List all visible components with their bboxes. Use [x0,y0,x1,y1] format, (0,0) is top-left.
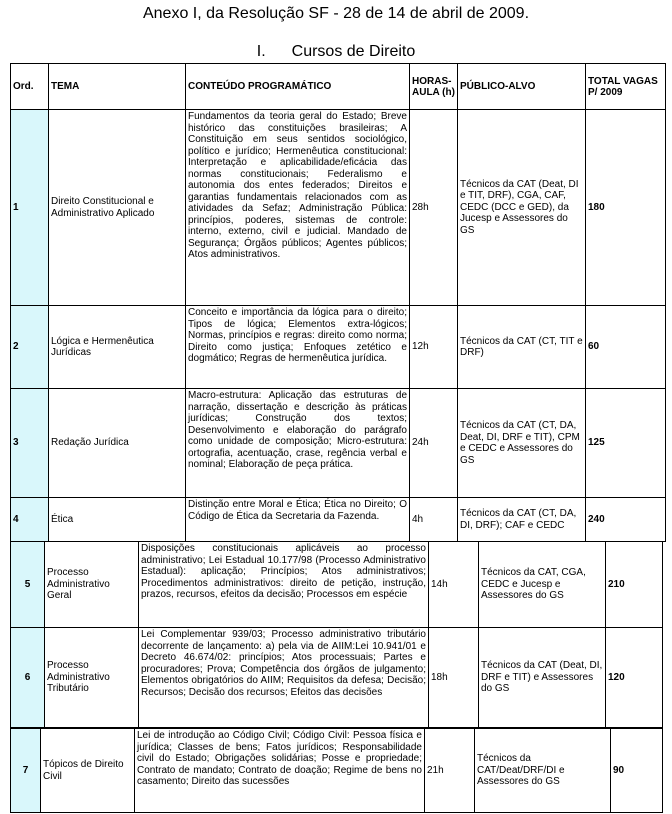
table-row [11,542,663,628]
row-ord: 7 [11,729,41,813]
row-conteudo: Disposições constitucionais aplicáveis ao processo administrativo; Lei Estadual 10.177/98 (Processo Administrativo Estadual): aplicação; Princípios; Atos administrativos; Procedimentos administrativos: direito de petição, instrução, prazos, recursos, efeitos da decisão; Processos em espécie [139,542,429,628]
courses-table-continued-2 [10,728,663,813]
row-total: 240 [586,498,666,542]
courses-table-continued [10,541,663,728]
row-horas: 28h [410,110,458,306]
row-horas: 18h [429,628,479,728]
row-publico: Técnicos da CAT, CGA, CEDC e Jucesp e Assessores do GS [479,542,606,628]
table-row [11,498,666,542]
row-conteudo: Conceito e importância da lógica para o direito; Tipos de lógica; Elementos extra-lógicos; Normas, princípios e regras: direito como norma; Direito como justiça; Enfoques zetético e dogmático; Regras de hermenêutica jurídica. [186,306,410,389]
header-ord: Ord. [11,64,49,110]
row-conteudo: Fundamentos da teoria geral do Estado; Breve histórico das constituições brasileiras; A Constituição em seus sentidos sociológico, político e jurídico; Hermenêutica constitucional: Interpretação e aplicabilidade/eficácia das normas constitucionais; Federalismo e autonomia dos entes federados; Direitos e garantias fundamentais relacionados com as atividades da Sefaz; Administração Pública: princípios, poderes, sistemas de controle: interno, externo, civil e judicial. Mandado de Segurança; Órgãos públicos; Agentes públicos; Atos administrativos. [186,110,410,306]
row-publico: Técnicos da CAT (CT, DA, Deat, DI, DRF e TIT), CPM e CEDC e Assessores do GS [458,389,586,498]
row-total: 60 [586,306,666,389]
row-ord: 3 [11,389,49,498]
table-row [11,628,663,728]
row-tema: Lógica e Hermenêutica Jurídicas [49,306,186,389]
page-title: Anexo I, da Resolução SF - 28 de 14 de abril de 2009. [142,5,530,22]
section-heading [0,42,672,62]
table-header-row [11,64,666,110]
row-horas: 12h [410,306,458,389]
row-tema: Direito Constitucional e Administrativo Aplicado [49,110,186,306]
row-publico: Técnicos da CAT (Deat, DI e TIT, DRF), CGA, CAF, CEDC (DCC e GED), da Jucesp e Assessores do GS [458,110,586,306]
row-publico: Técnicos da CAT/Deat/DRF/DI e Assessores do GS [475,729,611,813]
row-publico: Técnicos da CAT (Deat, DI, DRF e TIT) e Assessores do GS [479,628,606,728]
row-tema: Ética [49,498,186,542]
courses-table [10,63,666,542]
row-ord: 4 [11,498,49,542]
row-horas: 21h [425,729,475,813]
table-row [11,389,666,498]
row-publico: Técnicos da CAT (CT, TIT e DRF) [458,306,586,389]
row-conteudo: Lei Complementar 939/03; Processo administrativo tributário decorrente de lançamento: a) pela via de AIIM:Lei 10.941/01 e Decreto 46.674/02: princípios; Atos processuais; Partes e procuradores; Prova; Competência dos órgãos de julgamento; Elementos obrigatórios do AIIM; Requisitos da defesa; Decisão; Recursos; Decisão dos recursos; Efeitos das decisões [139,628,429,728]
row-conteudo: Distinção entre Moral e Ética; Ética no Direito; O Código de Ética da Secretaria da Fazenda. [186,498,410,542]
row-tema: Processo Administrativo Geral [45,542,139,628]
header-conteudo: CONTEÚDO PROGRAMÁTICO [186,64,410,110]
row-ord: 5 [11,542,45,628]
header-tema: TEMA [49,64,186,110]
table-row [11,306,666,389]
table-row [11,729,663,813]
section-number: I. [256,43,266,60]
row-horas: 4h [410,498,458,542]
table-row [11,110,666,306]
row-horas: 14h [429,542,479,628]
row-publico: Técnicos da CAT (CT, DA, DI, DRF); CAF e CEDC [458,498,586,542]
row-total: 90 [611,729,663,813]
row-conteudo: Macro-estrutura: Aplicação das estruturas de narração, dissertação e descrição às práticas jurídicas; Construção dos textos; Desenvolvimento e elaboração do parágrafo como unidade de composição; Micro-estrutura: ortografia, acentuação, crase, regência verbal e nominal; Elaboração de peça prática. [186,389,410,498]
row-total: 180 [586,110,666,306]
row-ord: 2 [11,306,49,389]
header-publico: PÚBLICO-ALVO [458,64,586,110]
row-ord: 6 [11,628,45,728]
row-tema: Redação Jurídica [49,389,186,498]
header-horas: HORAS-AULA (h) [410,64,458,110]
row-horas: 24h [410,389,458,498]
section-label: Cursos de Direito [291,43,416,60]
row-tema: Tópicos de Direito Civil [41,729,135,813]
row-ord: 1 [11,110,49,306]
row-conteudo: Lei de introdução ao Código Civil; Código Civil: Pessoa física e jurídica; Classes de bens; Fatos jurídicos; Responsabilidade civil do Estado; Obrigações solidárias; Posse e propriedade; Contrato de mandato; Contrato de doação; Regime de bens no casamento; Direito das sucessões [135,729,425,813]
row-total: 210 [606,542,663,628]
row-total: 120 [606,628,663,728]
row-total: 125 [586,389,666,498]
header-total: TOTAL VAGAS P/ 2009 [586,64,666,110]
row-tema: Processo Administrativo Tributário [45,628,139,728]
